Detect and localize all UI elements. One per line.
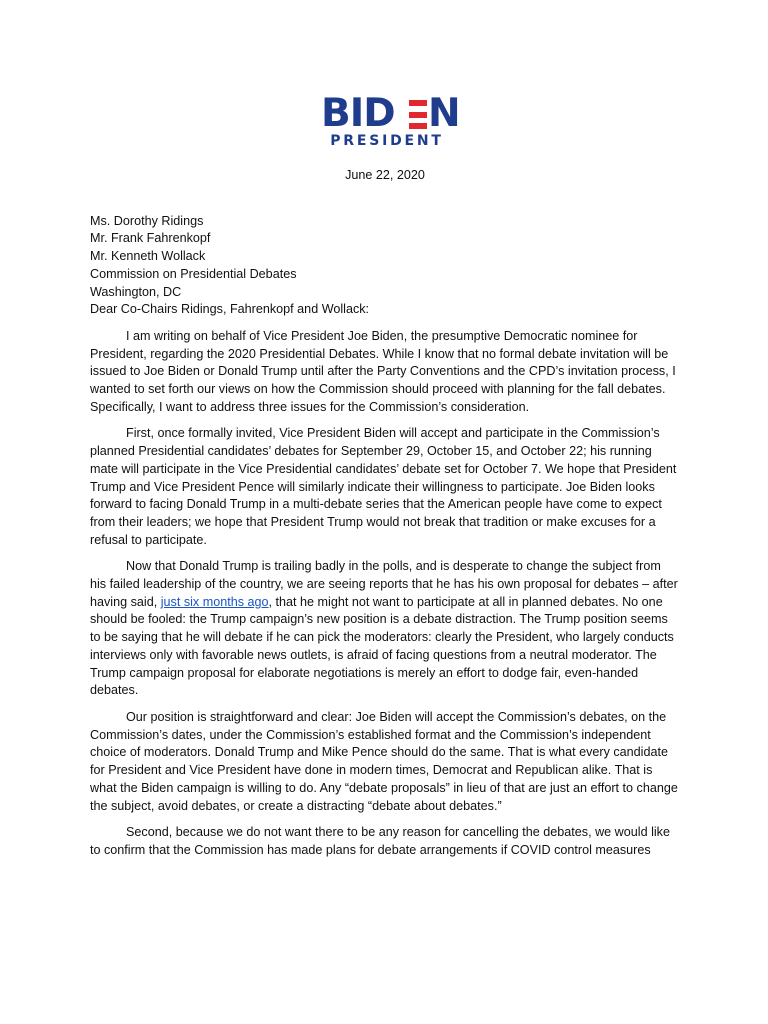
paragraph-text: Now that Donald Trump is trailing badly in the polls, and is desperate to change the subject from his failed leadership of the country, we are seeing reports that he has his own proposal for debates – after having said, <box>90 559 678 609</box>
address-line: Commission on Presidential Debates <box>90 266 297 281</box>
address-line: Mr. Frank Fahrenkopf <box>90 231 211 246</box>
biden-president-logo <box>321 91 461 151</box>
paragraph-intro: I am writing on behalf of Vice President Joe Biden, the presumptive Democratic nominee for President, regarding the 2020 Presidential Debates. While I know that no formal debate invitation will be issued to Joe Biden or Donald Trump until after the Party Conventions and the CPD’s invitation process, I wanted to set forth our views on how the Commission should proceed with planning for the fall debates. Specifically, I want to address three issues for the Commission’s consideration. <box>90 328 676 414</box>
paragraph-text: , that he might not want to participate at all in planned debates. No one should be fooled: the Trump campaign’s new position is a debate distraction. The Trump position seems to be saying that he will debate if he can pick the moderators: clearly the President, who largely conducts interviews only with favorable news outlets, is afraid of facing questions from a neutral moderator. The Trump campaign proposal for elaborate negotiations is merely an effort to dodge fair, even-handed debates. <box>90 594 674 698</box>
address-line: Washington, DC <box>90 284 182 299</box>
paragraph-our-position: Our position is straightforward and clear: Joe Biden will accept the Commission’s debates, on the Commission’s dates, under the Commission’s established format and the Commission’s independent choice of moderators. Donald Trump and Mike Pence should do the same. That is what every candidate for President and Vice President have done in modern times, Democrat and Republican alike. That is what the Biden campaign is willing to do. Any “debate proposals” in lieu of that are just an effort to change the subject, avoid debates, or create a distracting “debate about debates.” <box>90 709 678 813</box>
letter-body <box>90 167 680 860</box>
logo-wordmark: BID <box>321 91 395 136</box>
address-line: Ms. Dorothy Ridings <box>90 213 204 228</box>
letter-date: June 22, 2020 <box>345 168 425 182</box>
six-months-ago-link[interactable]: just six months ago <box>160 594 269 609</box>
salutation: Dear Co-Chairs Ridings, Fahrenkopf and Wollack: <box>90 302 370 317</box>
paragraph-second-issue: Second, because we do not want there to be any reason for cancelling the debates, we would like to confirm that the Commission has made plans for debate arrangements if COVID control measures <box>90 825 670 857</box>
logo-tagline: PRESIDENT <box>330 133 444 149</box>
address-line: Mr. Kenneth Wollack <box>90 249 206 264</box>
paragraph-trump-proposal <box>90 558 680 700</box>
recipient-address <box>90 213 680 302</box>
paragraph-first-issue: First, once formally invited, Vice President Biden will accept and participate in the Commission’s planned Presidential candidates’ debates for September 29, October 15, and October 22; his running mate will participate in the Vice Presidential candidates’ debate set for October 7. We hope that President Trump and Vice President Pence will similarly indicate their willingness to participate. Joe Biden looks forward to facing Donald Trump in a multi-debate series that the American people have come to expect from their leaders; we hope that President Trump would not break that tradition or make excuses for a refusal to participate. <box>90 426 677 547</box>
logo-e-stripes <box>409 100 427 129</box>
logo-letter-n: N <box>428 91 461 136</box>
